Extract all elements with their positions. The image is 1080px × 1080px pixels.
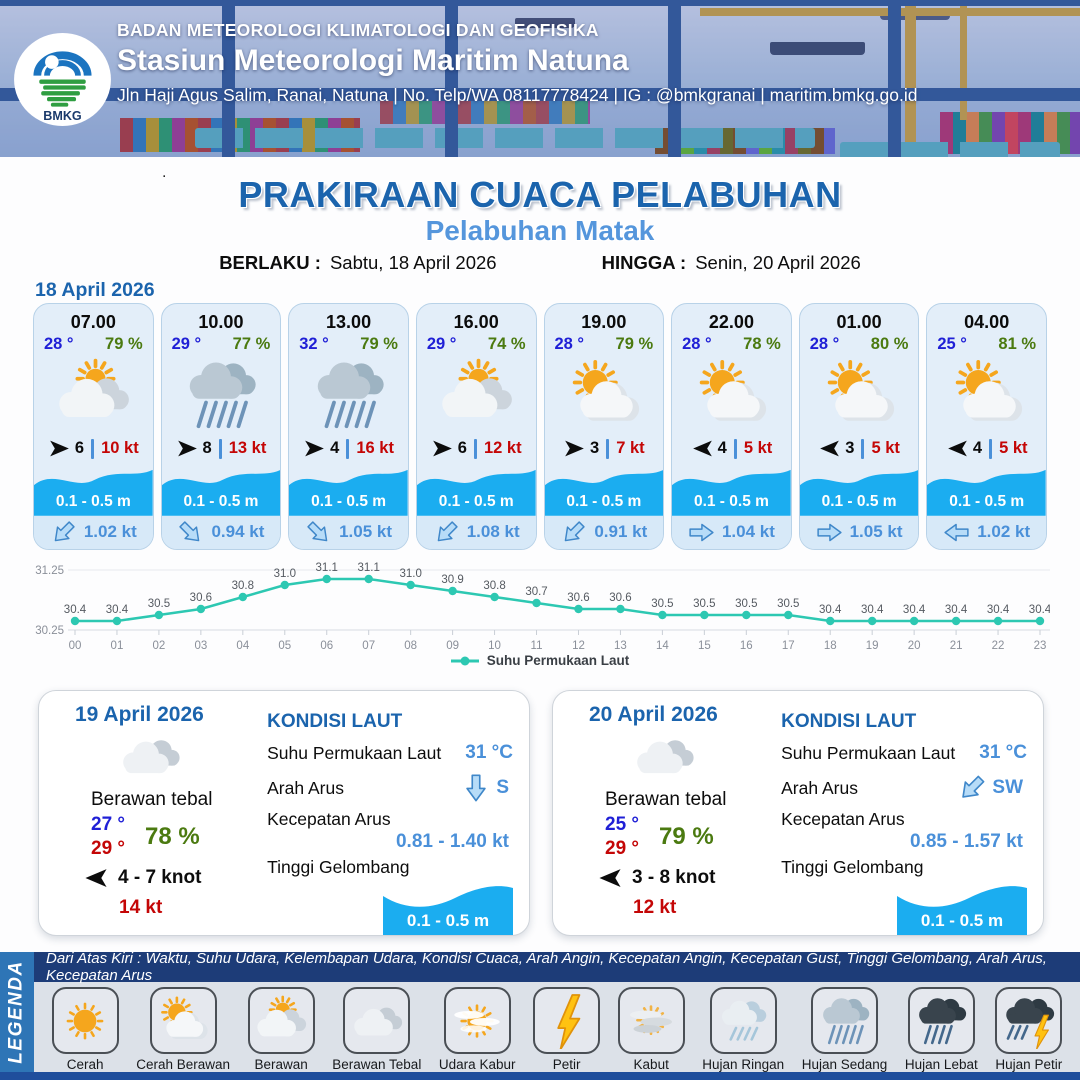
separator xyxy=(606,439,609,459)
svg-text:10: 10 xyxy=(488,640,501,652)
legend-item-label: Kabut xyxy=(633,1057,669,1072)
wave-height-box xyxy=(897,880,1027,935)
cerah-icon xyxy=(52,987,119,1054)
bmkg-logo xyxy=(14,33,111,126)
day-date: 19 April 2026 xyxy=(75,703,204,726)
current-row xyxy=(800,516,919,549)
forecast-time: 13.00 xyxy=(326,312,372,332)
gust-speed: 5 kt xyxy=(743,439,773,457)
temp-min: 25 ° xyxy=(605,814,640,835)
legend-item xyxy=(533,987,600,1072)
svg-text:01: 01 xyxy=(110,640,124,652)
temps-row xyxy=(605,813,775,861)
current-row xyxy=(34,516,153,549)
chart-legend-label: Suhu Permukaan Laut xyxy=(486,653,630,668)
humidity: 79 % xyxy=(105,335,143,353)
current-dir-label: Arah Arus xyxy=(781,777,858,798)
org-name: BADAN METEOROLOGI KLIMATOLOGI DAN GEOFISIKA xyxy=(117,20,599,40)
svg-text:09: 09 xyxy=(446,640,460,652)
svg-text:21: 21 xyxy=(949,640,963,652)
forecast-time: 01.00 xyxy=(836,312,882,332)
weather-condition: Berawan tebal xyxy=(605,789,727,810)
weather-condition: Berawan tebal xyxy=(91,789,213,810)
temps-row xyxy=(91,813,261,861)
svg-text:03: 03 xyxy=(194,640,208,652)
svg-text:30.7: 30.7 xyxy=(525,586,548,598)
weather-icon xyxy=(289,355,408,435)
svg-text:11: 11 xyxy=(530,640,543,652)
stray-dot: . xyxy=(162,164,167,181)
wind-direction-icon xyxy=(176,437,199,460)
weather-icon xyxy=(417,355,536,435)
wave-band xyxy=(672,460,791,516)
current-speed: 1.02 kt xyxy=(977,522,1031,542)
gust-speed: 12 kt xyxy=(483,439,522,457)
humidity: 79 % xyxy=(615,335,654,353)
legend-note: Dari Atas Kiri : Waktu, Suhu Udara, Kelembapan Udara, Kondisi Cuaca, Arah Angin, Kecepatan Angin, Kecepatan Gust, Tinggi Gelombang, Arah Arus, Kecepatan Arus xyxy=(34,952,1080,982)
current-speed: 1.08 kt xyxy=(466,522,520,542)
svg-text:31.0: 31.0 xyxy=(273,568,296,580)
weather-icon xyxy=(117,731,183,783)
forecast-date: 18 April 2026 xyxy=(35,279,155,301)
wind-speed: 6 xyxy=(74,439,85,457)
current-row xyxy=(672,516,791,549)
legend-item-label: Berawan Tebal xyxy=(332,1057,422,1072)
humidity: 78 % xyxy=(743,335,781,353)
wave-band xyxy=(800,460,919,516)
legend-item xyxy=(136,987,230,1072)
cerah-berawan-icon xyxy=(150,987,217,1054)
wind-range: 4 - 7 knot xyxy=(118,866,202,888)
legend-item xyxy=(802,987,888,1072)
wind-direction-icon xyxy=(431,437,454,460)
legend-band xyxy=(0,952,1080,1072)
current-speed: 0.91 kt xyxy=(594,522,648,542)
udara-kabur-icon xyxy=(444,987,511,1054)
legend-item-label: Berawan xyxy=(254,1057,308,1072)
wave-height-label: Tinggi Gelombang xyxy=(267,857,410,877)
forecast-card xyxy=(799,303,920,550)
svg-text:17: 17 xyxy=(781,640,795,652)
gust-speed: 10 kt xyxy=(101,439,139,457)
svg-text:31.0: 31.0 xyxy=(399,568,422,580)
sst-line-chart xyxy=(30,556,1050,656)
sea-condition-title: KONDISI LAUT xyxy=(781,711,917,732)
svg-text:30.4: 30.4 xyxy=(944,604,968,616)
wind-direction-icon xyxy=(48,437,71,460)
wind-speed: 3 xyxy=(845,439,855,457)
svg-text:15: 15 xyxy=(697,640,711,652)
svg-text:30.6: 30.6 xyxy=(609,592,632,604)
svg-text:30.4: 30.4 xyxy=(860,604,884,616)
day-weather-block xyxy=(55,703,261,923)
temp-min: 27 ° xyxy=(91,814,126,835)
wave-height: 0.1 - 0.5 m xyxy=(55,492,131,510)
current-row xyxy=(545,516,664,549)
station-contact: Jln Haji Agus Salim, Ranai, Natuna | No. Telp/WA 08117778424 | IG : @bmkgranai | maritim.bmkg.go.id xyxy=(117,85,918,105)
wind-speed: 4 xyxy=(330,439,340,457)
svg-text:23: 23 xyxy=(1033,640,1047,652)
wave-height-value: 0.1 - 0.5 m xyxy=(406,911,490,930)
svg-text:22: 22 xyxy=(991,640,1005,652)
wind-speed: 6 xyxy=(457,439,467,457)
chart-legend-marker xyxy=(451,656,479,666)
valid-from-label: BERLAKU : xyxy=(219,252,321,273)
svg-text:30.4: 30.4 xyxy=(63,604,87,616)
sea-condition-title: KONDISI LAUT xyxy=(267,711,403,732)
svg-text:20: 20 xyxy=(907,640,921,652)
current-direction: SW xyxy=(992,777,1023,798)
svg-text:31.1: 31.1 xyxy=(315,562,338,574)
page-title: PRAKIRAAN CUACA PELABUHAN xyxy=(238,174,842,215)
current-row xyxy=(417,516,536,549)
gust-speed: 7 kt xyxy=(616,439,645,457)
gust-speed: 5 kt xyxy=(871,439,900,457)
forecast-cards-row xyxy=(33,303,1047,550)
current-direction-icon xyxy=(461,773,491,803)
legend-item-label: Hujan Petir xyxy=(995,1057,1063,1072)
current-direction-icon xyxy=(943,519,970,546)
separator xyxy=(861,439,864,459)
weather-icon xyxy=(34,355,153,435)
svg-text:31.25: 31.25 xyxy=(35,565,64,577)
svg-text:30.5: 30.5 xyxy=(777,598,800,610)
current-direction-icon xyxy=(433,519,460,546)
air-temp: 28 ° xyxy=(44,335,74,353)
svg-text:13: 13 xyxy=(614,640,627,652)
wave-band xyxy=(289,460,408,516)
forecast-card xyxy=(33,303,154,550)
svg-text:14: 14 xyxy=(655,640,669,652)
bmkg-logo-text: BMKG xyxy=(43,109,82,124)
forecast-time: 04.00 xyxy=(964,312,1010,332)
current-direction-icon xyxy=(560,519,587,546)
air-temp: 28 ° xyxy=(682,335,712,353)
svg-text:30.8: 30.8 xyxy=(483,580,506,592)
valid-until xyxy=(602,252,861,274)
wind-direction-icon xyxy=(563,437,586,460)
petir-icon xyxy=(533,987,600,1054)
forecast-time: 19.00 xyxy=(581,312,627,332)
humidity: 77 % xyxy=(232,335,271,353)
svg-text:30.4: 30.4 xyxy=(1028,604,1050,616)
berawan-icon xyxy=(248,987,315,1054)
wave-height-box xyxy=(383,880,513,935)
svg-text:18: 18 xyxy=(823,640,837,652)
wave-height-value: 0.1 - 0.5 m xyxy=(920,911,1004,930)
current-speed: 1.04 kt xyxy=(721,522,775,542)
legend-item-label: Hujan Sedang xyxy=(801,1057,888,1072)
air-temp: 29 ° xyxy=(171,335,202,353)
air-temp: 25 ° xyxy=(937,335,967,353)
svg-text:12: 12 xyxy=(572,640,585,652)
svg-text:30.6: 30.6 xyxy=(567,592,590,604)
wind-direction-icon xyxy=(691,437,714,460)
svg-text:30.5: 30.5 xyxy=(693,598,716,610)
hujan-sedang-icon xyxy=(811,987,878,1054)
svg-text:31.1: 31.1 xyxy=(357,562,380,574)
forecast-time: 10.00 xyxy=(198,312,244,332)
day-weather-block xyxy=(569,703,775,923)
current-direction: S xyxy=(496,777,509,798)
current-speed-label: Kecepatan Arus xyxy=(267,809,391,829)
legend-item xyxy=(905,987,978,1072)
wind-direction-icon xyxy=(597,865,623,891)
svg-text:08: 08 xyxy=(404,640,418,652)
svg-text:30.5: 30.5 xyxy=(735,598,758,610)
wind-row xyxy=(597,865,775,891)
current-row xyxy=(289,516,408,549)
legend-item xyxy=(618,987,685,1072)
forecast-time: 22.00 xyxy=(708,312,754,332)
svg-text:04: 04 xyxy=(236,640,250,652)
wind-direction-icon xyxy=(818,437,841,460)
legend-item xyxy=(52,987,119,1072)
current-direction-icon xyxy=(177,519,204,546)
current-direction-icon xyxy=(50,519,77,546)
current-speed: 1.05 kt xyxy=(849,522,903,542)
weather-icon xyxy=(631,731,697,783)
svg-text:30.25: 30.25 xyxy=(35,625,64,637)
humidity: 79 % xyxy=(360,335,398,353)
current-speed: 1.05 kt xyxy=(339,522,393,542)
valid-until-value: Senin, 20 April 2026 xyxy=(695,252,861,273)
hujan-lebat-icon xyxy=(908,987,975,1054)
forecast-card xyxy=(544,303,665,550)
wave-band xyxy=(162,460,281,516)
wind-row xyxy=(83,865,261,891)
current-speed-value: 0.85 - 1.57 kt xyxy=(909,831,1023,852)
sst-label: Suhu Permukaan Laut xyxy=(267,742,442,763)
svg-text:06: 06 xyxy=(320,640,334,652)
wave-height: 0.1 - 0.5 m xyxy=(311,492,387,510)
wave-height-label: Tinggi Gelombang xyxy=(781,857,924,877)
legend-item xyxy=(332,987,421,1072)
gust-speed: 12 kt xyxy=(633,896,677,918)
gust-speed: 14 kt xyxy=(119,896,163,918)
forecast-card xyxy=(161,303,282,550)
sea-condition-block xyxy=(775,703,1027,930)
weather-icon xyxy=(927,355,1046,435)
kabut-icon xyxy=(618,987,685,1054)
wind-speed: 3 xyxy=(590,439,600,457)
humidity: 80 % xyxy=(870,335,909,353)
wind-range: 3 - 8 knot xyxy=(632,866,716,888)
legend-item-label: Hujan Lebat xyxy=(904,1057,978,1072)
current-speed: 1.02 kt xyxy=(83,522,137,542)
svg-text:30.5: 30.5 xyxy=(147,598,171,610)
wind-direction-icon xyxy=(303,437,326,460)
temp-max: 29 ° xyxy=(605,837,640,859)
forecast-time: 07.00 xyxy=(70,312,116,332)
chart-legend xyxy=(0,653,1080,668)
weather-icon xyxy=(800,355,919,435)
sst-value: 31 °C xyxy=(979,742,1027,763)
current-dir-label: Arah Arus xyxy=(267,777,344,798)
forecast-card xyxy=(288,303,409,550)
svg-text:05: 05 xyxy=(278,640,292,652)
valid-from xyxy=(219,252,496,274)
separator xyxy=(219,439,222,459)
wind-speed: 8 xyxy=(202,439,212,457)
weather-icon xyxy=(162,355,281,435)
separator xyxy=(346,439,349,459)
wave-band xyxy=(34,460,153,516)
wave-band xyxy=(417,460,536,516)
wind-speed: 4 xyxy=(972,439,983,457)
svg-text:30.5: 30.5 xyxy=(651,598,674,610)
forecast-card xyxy=(926,303,1047,550)
legend-item-label: Petir xyxy=(552,1057,581,1072)
validity-row xyxy=(0,252,1080,274)
berawan-tebal-icon xyxy=(343,987,410,1054)
air-temp: 28 ° xyxy=(809,335,840,353)
bottom-bar xyxy=(0,1072,1080,1080)
sst-label: Suhu Permukaan Laut xyxy=(781,742,956,763)
legend-title-strip xyxy=(0,952,34,1072)
legend-item-label: Cerah xyxy=(66,1057,104,1072)
legend-item xyxy=(702,987,784,1072)
wave-height: 0.1 - 0.5 m xyxy=(821,492,897,510)
forecast-card xyxy=(671,303,792,550)
current-direction-icon xyxy=(816,519,843,546)
sst-chart-svg xyxy=(30,556,1050,656)
sst-value: 31 °C xyxy=(465,742,513,763)
current-speed-value: 0.81 - 1.40 kt xyxy=(395,831,509,852)
day-summary-card xyxy=(38,690,530,936)
wind-direction-icon xyxy=(946,437,969,460)
header-banner xyxy=(0,0,1080,157)
weather-icon xyxy=(545,355,664,435)
svg-text:30.6: 30.6 xyxy=(189,592,213,604)
gust-speed: 5 kt xyxy=(999,439,1028,457)
separator xyxy=(734,439,737,459)
legend-item xyxy=(439,987,516,1072)
air-temp: 29 ° xyxy=(426,335,457,353)
forecast-time: 16.00 xyxy=(453,312,499,332)
gust-speed: 16 kt xyxy=(356,439,394,457)
day-summary-card xyxy=(552,690,1044,936)
current-row xyxy=(927,516,1046,549)
station-name: Stasiun Meteorologi Maritim Natuna xyxy=(117,44,629,77)
sea-condition-block xyxy=(261,703,513,930)
legend-item-label: Udara Kabur xyxy=(438,1057,516,1072)
svg-text:30.4: 30.4 xyxy=(105,604,129,616)
wave-height: 0.1 - 0.5 m xyxy=(566,492,642,510)
legend-items-row xyxy=(34,982,1080,1072)
legend-item-label: Cerah Berawan xyxy=(136,1057,231,1072)
current-direction-icon xyxy=(305,519,332,546)
svg-text:07: 07 xyxy=(362,640,376,652)
svg-text:30.8: 30.8 xyxy=(231,580,255,592)
current-direction-icon xyxy=(688,519,715,546)
svg-text:19: 19 xyxy=(865,640,879,652)
forecast-card xyxy=(416,303,537,550)
svg-text:02: 02 xyxy=(152,640,166,652)
wave-height: 0.1 - 0.5 m xyxy=(949,492,1025,510)
weather-icon xyxy=(672,355,791,435)
svg-text:30.4: 30.4 xyxy=(986,604,1010,616)
valid-from-value: Sabtu, 18 April 2026 xyxy=(329,252,497,273)
wave-band xyxy=(545,460,664,516)
header-text-block xyxy=(117,20,918,106)
air-temp: 32 ° xyxy=(299,335,329,353)
wind-speed: 4 xyxy=(717,439,727,457)
separator xyxy=(989,439,992,459)
separator xyxy=(91,439,94,459)
current-direction-icon xyxy=(957,773,987,803)
current-row xyxy=(162,516,281,549)
wave-height: 0.1 - 0.5 m xyxy=(693,492,769,510)
hujan-petir-icon xyxy=(995,987,1062,1054)
svg-text:00: 00 xyxy=(68,640,82,652)
legend-item xyxy=(248,987,315,1072)
separator xyxy=(474,439,477,459)
wave-height: 0.1 - 0.5 m xyxy=(183,492,259,510)
svg-text:30.9: 30.9 xyxy=(441,574,464,586)
humidity: 74 % xyxy=(487,335,526,353)
svg-text:30.4: 30.4 xyxy=(902,604,926,616)
legend-item xyxy=(995,987,1062,1072)
legend-item-label: Hujan Ringan xyxy=(702,1057,785,1072)
port-name: Pelabuhan Matak xyxy=(425,215,655,246)
humidity: 78 % xyxy=(145,822,200,850)
day-date: 20 April 2026 xyxy=(589,703,718,726)
wave-band xyxy=(927,460,1046,516)
humidity: 79 % xyxy=(659,822,714,850)
legend-title: LEGENDA xyxy=(6,960,27,1064)
humidity: 81 % xyxy=(998,335,1036,353)
wave-height: 0.1 - 0.5 m xyxy=(438,492,514,510)
wind-direction-icon xyxy=(83,865,109,891)
hujan-ringan-icon xyxy=(710,987,777,1054)
current-speed: 0.94 kt xyxy=(211,522,265,542)
valid-until-label: HINGGA : xyxy=(601,252,687,273)
air-temp: 28 ° xyxy=(554,335,585,353)
temp-max: 29 ° xyxy=(91,837,126,859)
current-speed-label: Kecepatan Arus xyxy=(781,809,905,829)
svg-text:30.4: 30.4 xyxy=(819,604,842,616)
svg-text:16: 16 xyxy=(739,640,753,652)
gust-speed: 13 kt xyxy=(228,439,267,457)
